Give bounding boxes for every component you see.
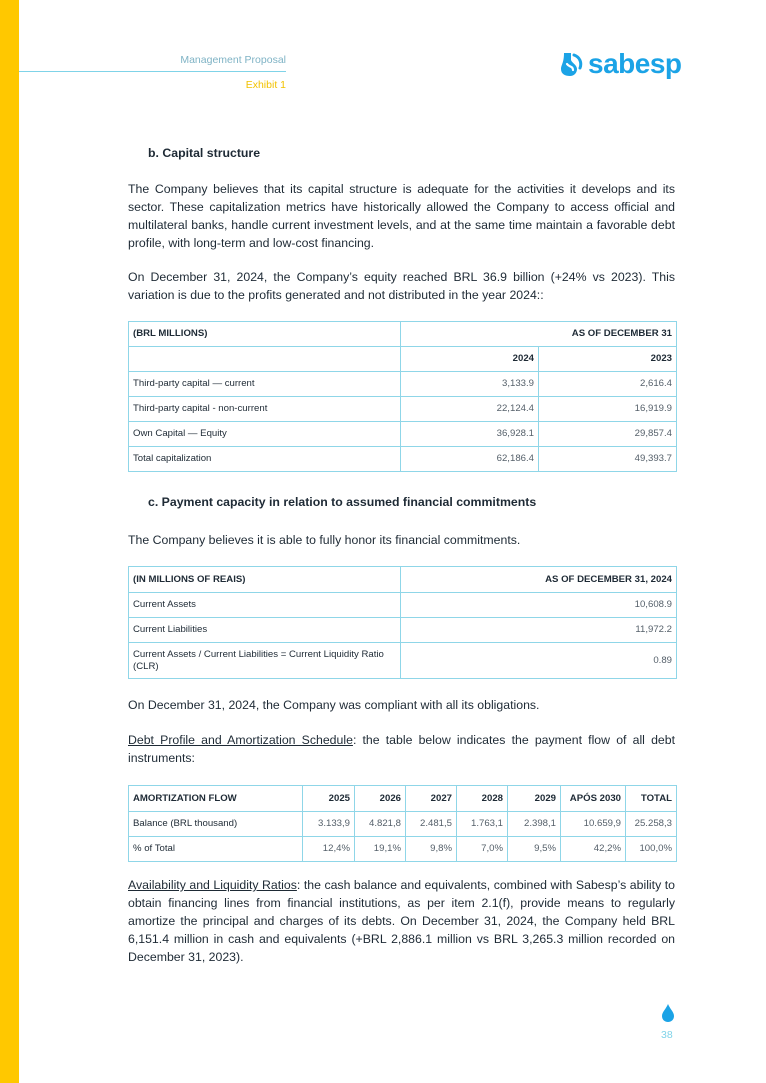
table3-cell: 3.133,9 xyxy=(303,812,355,837)
table3-cell: 9,8% xyxy=(406,837,457,862)
section-b-para2-wrap xyxy=(128,268,675,304)
table3-header: 2027 xyxy=(406,786,457,812)
sabesp-mark-icon xyxy=(558,51,584,77)
table3-header: 2029 xyxy=(508,786,561,812)
table-row xyxy=(129,567,677,593)
table1-cell: 2,616.4 xyxy=(539,372,677,397)
section-c-para-wrap xyxy=(128,531,675,549)
table3-header: AMORTIZATION FLOW xyxy=(129,786,303,812)
table3-cell: 9,5% xyxy=(508,837,561,862)
section-b-heading-wrap xyxy=(128,146,675,160)
table-row xyxy=(129,786,677,812)
table2-cell: 10,608.9 xyxy=(401,593,677,618)
table3-cell: 10.659,9 xyxy=(561,812,626,837)
table3-cell: 25.258,3 xyxy=(626,812,677,837)
header-rule xyxy=(19,71,286,72)
water-drop-icon xyxy=(661,1003,675,1023)
logo-text: sabesp xyxy=(588,48,682,79)
availability-wrap xyxy=(128,876,675,966)
table3-cell: 42,2% xyxy=(561,837,626,862)
table3-row-label: % of Total xyxy=(129,837,303,862)
table-row xyxy=(129,837,677,862)
table3-cell: 2.481,5 xyxy=(406,812,457,837)
availability-paragraph xyxy=(128,876,675,966)
availability-text: : the cash balance and equivalents, combined with Sabesp’s ability to obtain financing lines from financial institutions, as per item 2.1(f), provide means to regularly amortize the principal and charges of its debts. On December 31, 2024, the Company held BRL 6,151.4 million in cash and equivalents (+BRL 2,886.1 million vs BRL 3,265.3 million recorded on December 31, 2023). xyxy=(128,878,675,964)
table2-cell: 11,972.2 xyxy=(401,618,677,643)
section-c-heading: c. Payment capacity in relation to assumed financial commitments xyxy=(148,495,537,509)
header-exhibit: Exhibit 1 xyxy=(245,79,286,91)
table1-cell: 22,124.4 xyxy=(401,397,539,422)
table1-empty-cell xyxy=(129,347,401,372)
table2-row-label: Current Assets / Current Liabilities = Current Liquidity Ratio (CLR) xyxy=(129,643,401,679)
section-b-paragraph-2: On December 31, 2024, the Company’s equity reached BRL 36.9 billion (+24% vs 2023). This variation is due to the profits generated and not distributed in the year 2024:: xyxy=(128,270,675,302)
debt-profile-text: : the table below indicates the payment flow of all debt instruments: xyxy=(128,733,676,765)
liquidity-table xyxy=(128,566,677,679)
table-row xyxy=(129,322,677,347)
debt-profile-wrap xyxy=(128,731,675,767)
table1-cell: 16,919.9 xyxy=(539,397,677,422)
section-b-para1-wrap xyxy=(128,180,675,252)
table1-row-label: Third-party capital - non-current xyxy=(129,397,401,422)
section-c-heading-wrap xyxy=(128,495,675,509)
table1-cell: 36,928.1 xyxy=(401,422,539,447)
compliance-para-wrap xyxy=(128,696,675,714)
table-row xyxy=(129,422,677,447)
section-b-paragraph-1: The Company believes that its capital structure is adequate for the activities it develops and its sector. These capitalization metrics have historically allowed the Company to access official and multilateral banks, handle current investment levels, and at the same time maintain a favorable debt profile, with long-term and low-cost financing. xyxy=(128,182,675,250)
availability-label: Availability and Liquidity Ratios xyxy=(128,878,297,892)
table3-header: TOTAL xyxy=(626,786,677,812)
table2-row-label: Current Assets xyxy=(129,593,401,618)
table-row xyxy=(129,812,677,837)
table3-header: APÓS 2030 xyxy=(561,786,626,812)
table3-cell: 2.398,1 xyxy=(508,812,561,837)
table-row xyxy=(129,593,677,618)
table2-col-label: (IN MILLIONS OF REAIS) xyxy=(129,567,401,593)
table3-cell: 100,0% xyxy=(626,837,677,862)
page-number: 38 xyxy=(661,1029,673,1041)
section-c-paragraph: The Company believes it is able to fully honor its financial commitments. xyxy=(128,533,521,547)
table2-group-header: AS OF DECEMBER 31, 2024 xyxy=(401,567,677,593)
table-row xyxy=(129,447,677,472)
table-row xyxy=(129,643,677,679)
sabesp-logo xyxy=(558,50,682,78)
table3-cell: 7,0% xyxy=(457,837,508,862)
table3-header: 2028 xyxy=(457,786,508,812)
table1-year-2023: 2023 xyxy=(539,347,677,372)
table-row xyxy=(129,397,677,422)
table3-cell: 12,4% xyxy=(303,837,355,862)
table1-col-label: (BRL MILLIONS) xyxy=(129,322,401,347)
table1-year-2024: 2024 xyxy=(401,347,539,372)
table-row xyxy=(129,347,677,372)
table3-header: 2026 xyxy=(355,786,406,812)
table3-cell: 4.821,8 xyxy=(355,812,406,837)
table1-row-label: Third-party capital — current xyxy=(129,372,401,397)
table3-header: 2025 xyxy=(303,786,355,812)
capital-structure-table xyxy=(128,321,677,472)
table2-cell: 0.89 xyxy=(401,643,677,679)
table1-cell: 3,133.9 xyxy=(401,372,539,397)
table1-row-label: Total capitalization xyxy=(129,447,401,472)
header-title: Management Proposal xyxy=(180,54,286,66)
section-b-heading: b. Capital structure xyxy=(148,146,261,160)
table-row xyxy=(129,618,677,643)
debt-profile-label: Debt Profile and Amortization Schedule xyxy=(128,733,353,747)
debt-profile-paragraph xyxy=(128,731,675,767)
table1-cell: 29,857.4 xyxy=(539,422,677,447)
table-row xyxy=(129,372,677,397)
table1-row-label: Own Capital — Equity xyxy=(129,422,401,447)
table3-cell: 19,1% xyxy=(355,837,406,862)
table1-group-header: AS OF DECEMBER 31 xyxy=(401,322,677,347)
table1-cell: 62,186.4 xyxy=(401,447,539,472)
table3-row-label: Balance (BRL thousand) xyxy=(129,812,303,837)
table2-row-label: Current Liabilities xyxy=(129,618,401,643)
compliance-paragraph: On December 31, 2024, the Company was compliant with all its obligations. xyxy=(128,698,540,712)
table3-cell: 1.763,1 xyxy=(457,812,508,837)
amortization-table xyxy=(128,785,677,862)
table1-cell: 49,393.7 xyxy=(539,447,677,472)
side-accent-bar xyxy=(0,0,19,1083)
